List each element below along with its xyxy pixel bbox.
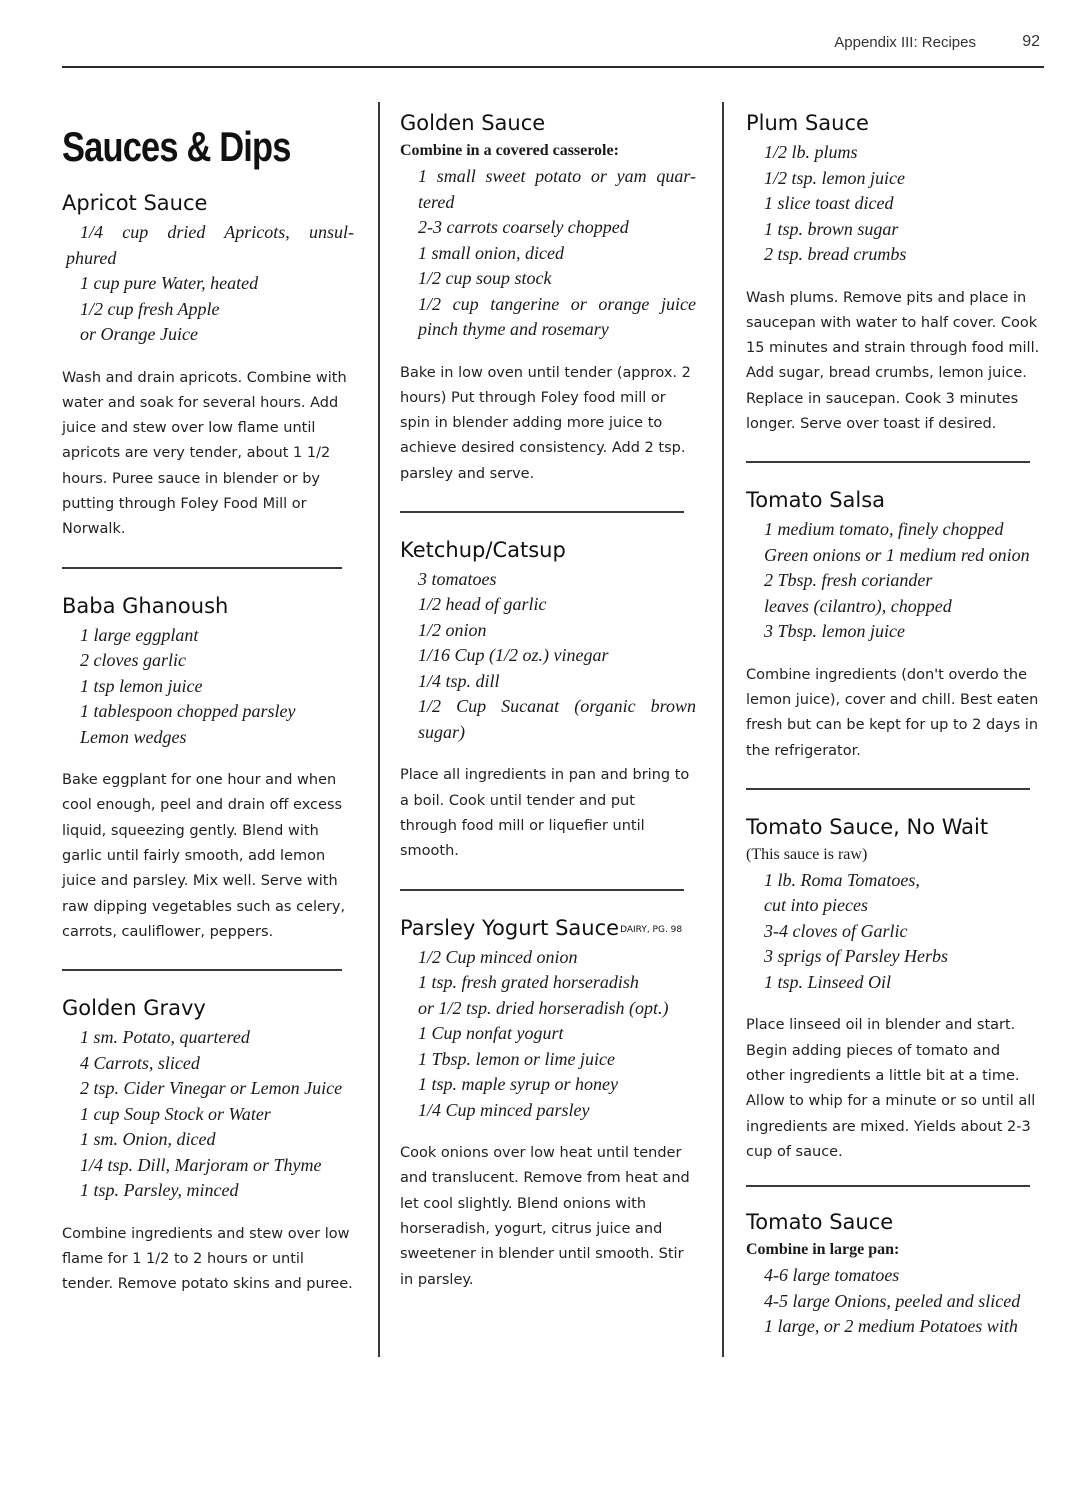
recipe-title: Baba Ghanoush [62, 593, 229, 618]
ingredient: 1/2 cup fresh Apple [80, 298, 220, 319]
ingredient: 2 Tbsp. fresh coriander [764, 570, 933, 591]
ingredient: or 1/2 tsp. dried horseradish (opt.) [418, 997, 669, 1018]
ingredient: 1 tsp. brown sugar [764, 218, 899, 239]
recipe-apricot-sauce [62, 190, 354, 543]
ingredient: 1/2 Cup minced onion [418, 946, 578, 967]
ingredient: leaves (cilantro), chopped [764, 595, 952, 616]
ingredient: 1 cup Soup Stock or Water [80, 1103, 271, 1124]
ingredient-list [400, 567, 696, 746]
recipe-subhead: Combine in a covered casserole: [400, 142, 619, 159]
header-section-title: Appendix III: Recipes [834, 34, 976, 51]
ingredient: 2 tsp. bread crumbs [764, 244, 907, 264]
ingredient: 4-5 large Onions, peeled and sliced [764, 1290, 1021, 1311]
ingredient: 1/4 tsp. Dill, Marjoram or Thyme [80, 1154, 322, 1175]
recipe-instructions: Combine ingredients and stew over low flame for 1 1/2 to 2 hours or until tender. Remove potato skins and puree. [62, 1225, 353, 1293]
recipe-golden-gravy [62, 995, 354, 1297]
recipe-title-text: Parsley Yogurt Sauce [400, 915, 620, 940]
recipe-divider [62, 969, 342, 971]
ingredient: sugar) [418, 721, 466, 742]
recipe-subhead: Combine in large pan: [746, 1241, 900, 1259]
recipe-title: Plum Sauce [746, 111, 869, 135]
ingredient: 4-6 large tomatoes [764, 1265, 900, 1286]
ingredient: 1 slice toast diced [764, 193, 894, 213]
ingredient-list [62, 220, 354, 348]
ingredient: 1/2 cup soup stock [418, 268, 552, 288]
ingredient: 1 tsp. maple syrup or honey [418, 1074, 618, 1095]
ingredient: cut into pieces [764, 895, 868, 916]
ingredient: 1 sm. Potato, quartered [80, 1027, 250, 1048]
recipe-tomato-sauce [746, 1209, 1042, 1340]
ingredient: 1/2 head of garlic [418, 594, 547, 615]
cross-reference: DAIRY, PG. 98 [620, 924, 683, 935]
ingredient-list [746, 140, 1042, 268]
recipe-title: Apricot Sauce [62, 191, 208, 215]
recipe-tomato-salsa [746, 487, 1042, 764]
recipe-parsley-yogurt-sauce [400, 915, 696, 1293]
recipe-divider [746, 788, 1030, 790]
recipe-divider [746, 1185, 1030, 1187]
recipe-title [400, 915, 696, 941]
recipe-instructions: Cook onions over low heat until tender and translucent. Remove from heat and let cool slightly. Blend onions with horseradish, yogurt, citrus juice and sweetener in blender until smooth. Stir in parsley. [400, 1145, 690, 1288]
ingredient: 1 tsp. Parsley, minced [80, 1180, 239, 1201]
ingredient-list [746, 517, 1042, 645]
ingredient: 1 large eggplant [80, 624, 199, 645]
ingredient: 1/2 Cup Sucanat (organic brown [418, 696, 696, 717]
recipe-instructions: Bake in low oven until tender (approx. 2 hours) Put through Foley food mill or spin in blender adding more juice to achieve desired consistency. Add 2 tsp. parsley and serve. [400, 364, 691, 482]
ingredient: 1/4 cup dried Apricots, unsul- [80, 222, 354, 242]
recipe-instructions: Combine ingredients (don't overdo the lemon juice), cover and chill. Best eaten fresh but can be kept for up to 2 days in the refrigerator. [746, 666, 1039, 759]
page-header [62, 30, 1044, 68]
column-2 [400, 110, 696, 1293]
ingredient: pinch thyme and rosemary [418, 319, 609, 339]
column-divider [378, 102, 380, 1357]
ingredient: 1 tsp. Linseed Oil [764, 971, 892, 992]
recipe-instructions: Wash plums. Remove pits and place in saucepan with water to half cover. Cook 15 minutes and strain through food mill. Add sugar, bread crumbs, lemon juice. Replace in saucepan. Cook 3 minutes longer. Serve over toast if desired. [746, 289, 1040, 432]
ingredient: 3 Tbsp. lemon juice [764, 621, 905, 642]
recipe-plum-sauce [746, 110, 1042, 437]
ingredient: 1/4 tsp. dill [418, 670, 500, 691]
recipe-instructions: Wash and drain apricots. Combine with water and soak for several hours. Add juice and stew over low flame until apricots are very tender, about 1 1/2 hours. Puree sauce in blender or by putting through Foley Food Mill or Norwalk. [62, 369, 347, 538]
recipe-divider [62, 567, 342, 569]
ingredient: 3-4 cloves of Garlic [764, 920, 908, 941]
ingredient: 2 tsp. Cider Vinegar or Lemon Juice [80, 1078, 343, 1099]
ingredient: 3 tomatoes [418, 568, 497, 589]
ingredient: or Orange Juice [80, 324, 198, 344]
recipe-title: Ketchup/Catsup [400, 537, 566, 562]
recipe-title: Tomato Sauce, No Wait [746, 814, 989, 839]
ingredient-list [400, 945, 696, 1124]
ingredient-list [62, 623, 354, 751]
ingredient: 1 Cup nonfat yogurt [418, 1023, 564, 1044]
recipe-title: Tomato Salsa [746, 488, 886, 513]
recipe-tomato-sauce-no-wait [746, 814, 1042, 1165]
recipe-instructions: Place all ingredients in pan and bring to a boil. Cook until tender and put through food mill or liquefier until smooth. [400, 767, 690, 860]
page-title: Sauces & Dips [62, 123, 291, 170]
ingredient: 1 large, or 2 medium Potatoes with [764, 1316, 1018, 1337]
ingredient: tered [418, 191, 455, 212]
ingredient: 1 medium tomato, finely chopped [764, 519, 1004, 540]
column-3 [746, 110, 1042, 1340]
recipe-note: (This sauce is raw) [746, 845, 868, 863]
recipe-divider [746, 461, 1030, 463]
ingredient-list [400, 164, 696, 343]
ingredient: Green onions or 1 medium red onion [764, 544, 1030, 565]
ingredient: 3 sprigs of Parsley Herbs [764, 946, 948, 967]
recipe-golden-sauce [400, 110, 696, 487]
recipe-instructions: Place linseed oil in blender and start. Begin adding pieces of tomato and other ingredients a little bit at a time. Allow to whip for a minute or so until all ingredients are mixed. Yields about 2-3 cup of sauce. [746, 1017, 1036, 1160]
column-divider [722, 102, 724, 1357]
ingredient: 1/2 cup tangerine or orange juice [418, 293, 696, 314]
page-number: 92 [1022, 33, 1040, 50]
recipe-divider [400, 511, 684, 513]
ingredient: 1/2 lb. plums [764, 142, 858, 162]
ingredient: 1 tsp lemon juice [80, 675, 203, 696]
ingredient: 1 sm. Onion, diced [80, 1129, 216, 1150]
ingredient: 1 small sweet potato or yam quar- [418, 166, 696, 186]
ingredient: 1 small onion, diced [418, 242, 564, 263]
ingredient: 1 lb. Roma Tomatoes, [764, 869, 920, 890]
ingredient-list [746, 1263, 1042, 1340]
ingredient: 2-3 carrots coarsely chopped [418, 217, 629, 237]
ingredient: 2 cloves garlic [80, 650, 186, 671]
ingredient: 4 Carrots, sliced [80, 1052, 200, 1073]
ingredient: 1 tablespoon chopped parsley [80, 701, 296, 722]
ingredient: 1/2 tsp. lemon juice [764, 167, 905, 188]
ingredient: 1 Tbsp. lemon or lime juice [418, 1048, 615, 1069]
ingredient: 1 cup pure Water, heated [80, 273, 259, 293]
ingredient-list [746, 868, 1042, 996]
recipe-baba-ghanoush [62, 593, 354, 946]
ingredient: 1 tsp. fresh grated horseradish [418, 972, 639, 993]
recipe-divider [400, 889, 684, 891]
recipe-title: Golden Gravy [62, 996, 206, 1021]
ingredient: Lemon wedges [80, 726, 187, 747]
recipe-title: Tomato Sauce [746, 1210, 894, 1235]
ingredient: 1/2 onion [418, 619, 487, 640]
recipe-ketchup [400, 537, 696, 865]
ingredient-list [62, 1025, 354, 1204]
recipe-instructions: Bake eggplant for one hour and when cool enough, peel and drain off excess liquid, squeezing gently. Blend with garlic until fairly smooth, add lemon juice and parsley. Mix well. Serve with raw dipping vegetables such as celery, carrots, cauliflower, peppers. [62, 772, 346, 940]
ingredient: phured [66, 247, 117, 268]
ingredient: 1/4 Cup minced parsley [418, 1099, 590, 1120]
recipe-title: Golden Sauce [400, 111, 546, 135]
ingredient: 1/16 Cup (1/2 oz.) vinegar [418, 645, 609, 666]
column-1 [62, 110, 354, 1298]
